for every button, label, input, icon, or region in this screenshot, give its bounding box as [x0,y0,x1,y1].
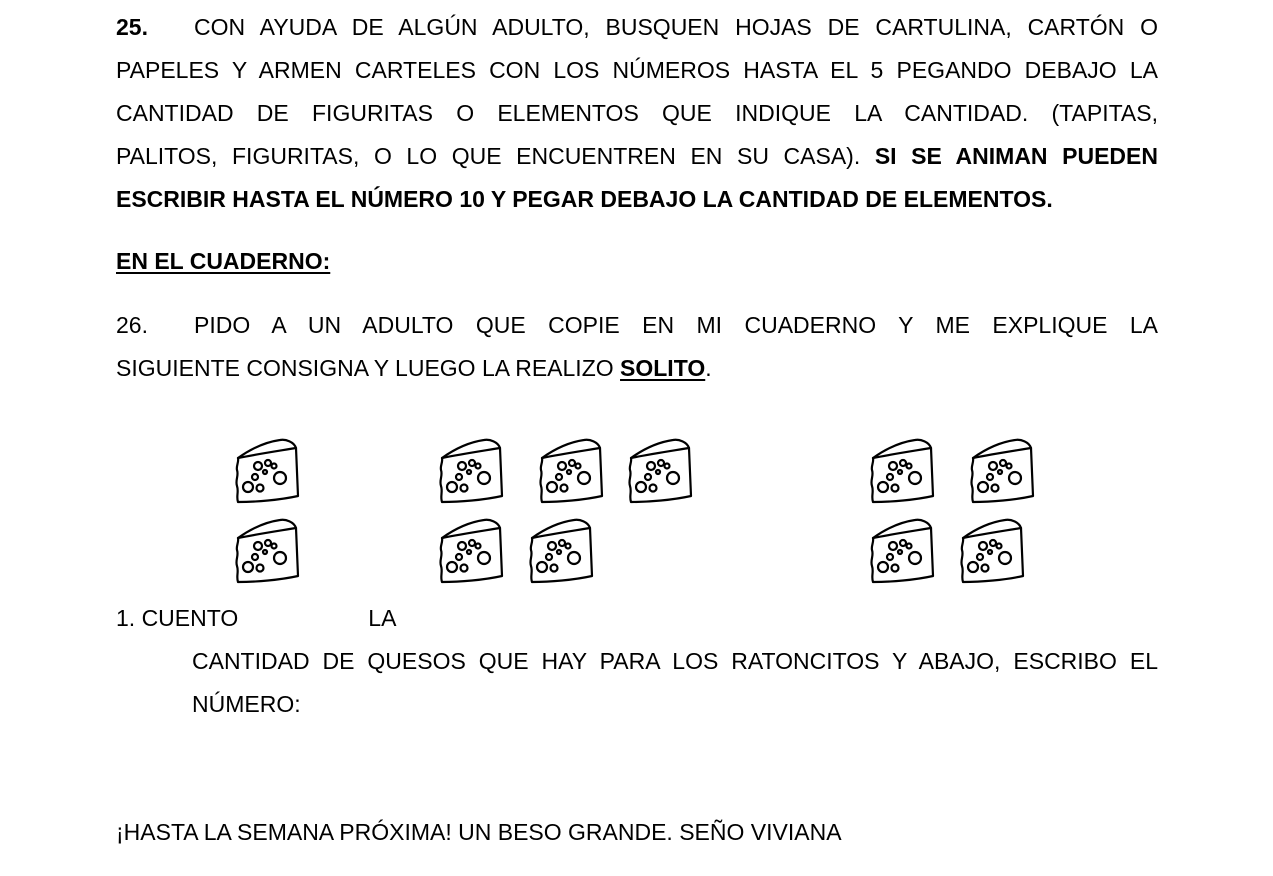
cheese-icon [867,516,937,588]
cheese-icon [867,436,937,508]
closing-message: ¡HASTA LA SEMANA PRÓXIMA! UN BESO GRANDE. SEÑO VIVIANA [116,819,842,845]
task-gap-word: LA [368,605,397,631]
task-continuation [192,640,1158,726]
item-25 [116,6,1158,221]
section-heading: EN EL CUADERNO: [116,248,331,274]
item-25-number: 25. [116,14,148,40]
item-25-line-4: PALITOS, FIGURITAS, O LO QUE ENCUENTREN EN SU CASA). SI SE ANIMAN PUEDEN [116,143,1158,169]
task-line-2: CANTIDAD DE QUESOS QUE HAY PARA LOS RATONCITOS Y ABAJO, ESCRIBO EL [192,648,1158,674]
item-26-number: 26. [116,312,148,338]
solito-emphasis: SOLITO [620,355,706,381]
cheese-icon [232,516,302,588]
item-26-line-1: 26. PIDO A UN ADULTO QUE COPIE EN MI CUADERNO Y ME EXPLIQUE LA [116,304,1158,347]
cheese-icon [625,436,695,508]
task-prefix: 1. CUENTO [116,605,239,631]
task-line-3: NÚMERO: [192,691,301,717]
cheese-icon [436,436,506,508]
item-26 [116,304,1158,390]
item-25-line-1: 25. CON AYUDA DE ALGÚN ADULTO, BUSQUEN HOJAS DE CARTULINA, CARTÓN O [116,6,1158,49]
cheese-icon [232,436,302,508]
cheese-icon [957,516,1027,588]
item-26-line-2: SIGUIENTE CONSIGNA Y LUEGO LA REALIZO SOLITO. [116,355,712,381]
item-25-line-3: CANTIDAD DE FIGURITAS O ELEMENTOS QUE INDIQUE LA CANTIDAD. (TAPITAS, [116,100,1158,126]
cheese-icon [526,516,596,588]
item-25-line-2: PAPELES Y ARMEN CARTELES CON LOS NÚMEROS HASTA EL 5 PEGANDO DEBAJO LA [116,57,1158,83]
task-line-1 [116,597,1176,640]
item-25-line-5: ESCRIBIR HASTA EL NÚMERO 10 Y PEGAR DEBAJO LA CANTIDAD DE ELEMENTOS. [116,186,1053,212]
cheese-icon [436,516,506,588]
cheese-icon [536,436,606,508]
cheese-icon [967,436,1037,508]
